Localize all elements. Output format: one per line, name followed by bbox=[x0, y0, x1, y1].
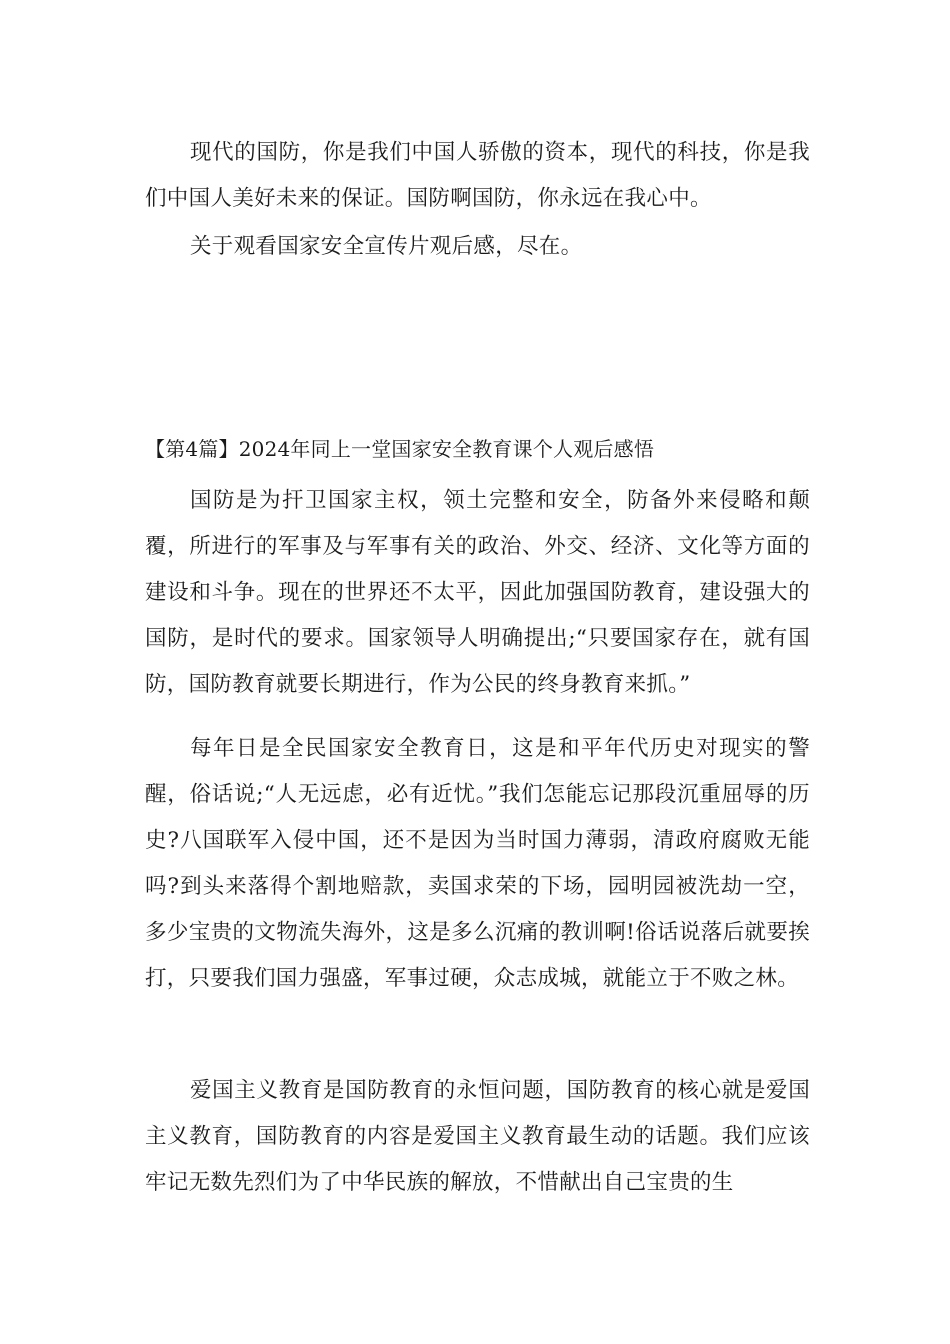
paragraph-defense-definition: 国防是为扞卫国家主权，领土完整和安全，防备外来侵略和颠覆，所进行的军事及与军事有关的政治、外交、经济、文化等方面的建设和斗争。现在的世界还不太平，因此加强国防教育，建设强大的国防，是时代的要求。国家领导人明确提出;“只要国家存在，就有国防，国防教育就要长期进行，作为公民的终身教育来抓。” bbox=[145, 488, 810, 697]
paragraph-patriotism-education: 爱国主义教育是国防教育的永恒问题，国防教育的核心就是爱国主义教育，国防教育的内容是爱国主义教育最生动的话题。我们应该牢记无数先烈们为了中华民族的解放，不惜献出自己宝贵的生 bbox=[145, 1078, 810, 1195]
paragraph-security-education-day: 每年日是全民国家安全教育日，这是和平年代历史对现实的警醒，俗话说;“人无远虑，必有近忧。”我们怎能忘记那段沉重屈辱的历史?八国联军入侵中国，还不是因为当时国力薄弱，清政府腐败无能吗?到头来落得个割地赔款，卖国求荣的下场，园明园被洗劫一空，多少宝贵的文物流失海外，这是多么沉痛的教训啊!俗话说落后就要挨打，只要我们国力强盛，军事过硬，众志成城，就能立于不败之林。 bbox=[145, 736, 810, 991]
section-heading: 【第4篇】2024年同上一堂国家安全教育课个人观后感悟 bbox=[145, 437, 655, 461]
paragraph-national-defense-closing: 现代的国防，你是我们中国人骄傲的资本，现代的科技，你是我们中国人美好未来的保证。国防啊国防，你永远在我心中。 bbox=[145, 140, 810, 211]
paragraph-summary-note: 关于观看国家安全宣传片观后感，尽在。 bbox=[190, 234, 583, 259]
